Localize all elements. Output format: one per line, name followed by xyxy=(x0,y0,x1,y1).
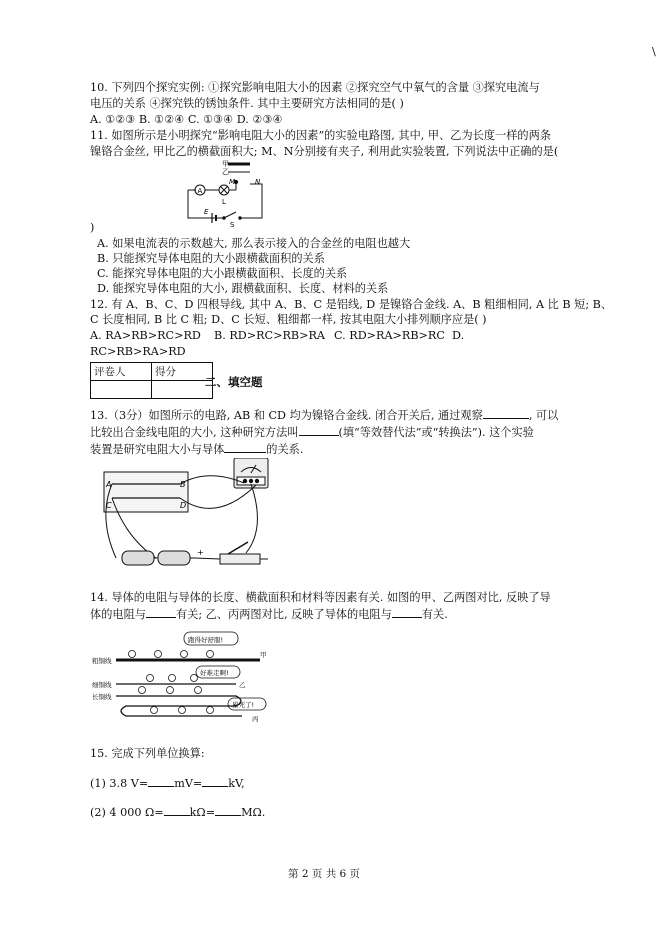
q13-label-d: D xyxy=(180,501,187,510)
q14-line2-mid: 有关; 乙、丙两图对比, 反映了导体的电阻与 xyxy=(175,608,392,621)
q14-blank-1 xyxy=(146,606,176,618)
q13-apparatus-figure xyxy=(96,458,288,574)
q14-label-thick: 粗铜线 xyxy=(92,657,112,665)
q11-label-m: M xyxy=(229,178,236,186)
q11-close-paren: ) xyxy=(90,221,95,234)
q12-option-d-value: RC>RB>RA>RD xyxy=(90,345,186,358)
q14-line2-text: 体的电阻与 xyxy=(90,608,146,621)
q13-line3-text: 装置是研究电阻大小与导体 xyxy=(90,443,225,456)
q11-circuit-figure xyxy=(182,156,282,228)
q15-line2-text: (2) 4 000 Ω= xyxy=(90,806,164,819)
q14-bubble-1: 跑得好舒服! xyxy=(188,636,224,644)
score-table-score-cell xyxy=(152,381,213,399)
q13-label-b: B xyxy=(180,480,186,489)
q14-label-long: 长铜线 xyxy=(92,693,112,701)
q12-option-a: A. RA>RB>RC>RD xyxy=(90,329,201,342)
section-title: 二、填空题 xyxy=(205,375,263,389)
q15-line1-text: (1) 3.8 V= xyxy=(90,777,149,790)
q10-options: A. ①②③ B. ①②④ C. ①③④ D. ②③④ xyxy=(90,113,283,126)
q13-label-c: C xyxy=(106,501,112,510)
q12-line2: C 长度相同, B 比 C 粗; D、C 长短、粗细都一样, 按其电阻大小排列顺序应是( ) xyxy=(90,313,487,326)
q10-line2: 电压的关系 ④探究铁的锈蚀条件. 其中主要研究方法相同的是( ) xyxy=(90,97,404,110)
q15-line2 xyxy=(90,804,265,820)
q13-line1-text: 13.（3分）如图所示的电路, AB 和 CD 均为镍铬合金线. 闭合开关后, 通过观察 xyxy=(90,409,483,422)
q12-option-c: C. RD>RA>RB>RC xyxy=(334,329,445,342)
q15-blank-4 xyxy=(215,804,241,816)
q13-line2-text: 比较出合金线电阻的大小, 这种研究方法叫 xyxy=(90,426,299,439)
q14-label-jia: 甲 xyxy=(260,651,267,659)
q14-wires-figure xyxy=(92,628,268,722)
q15-line2-mid: kΩ= xyxy=(189,806,216,819)
q11-label-jia: 甲 xyxy=(222,160,229,168)
q14-line2 xyxy=(90,606,448,622)
score-table-grader-cell xyxy=(91,381,152,399)
q14-label-bing: 丙 xyxy=(252,715,259,722)
q13-line1-tail: , 可以 xyxy=(528,409,559,422)
q12-option-d-label: D. xyxy=(452,329,465,342)
score-table-score: 得分 xyxy=(152,363,213,381)
q11-option-b: B. 只能探究导体电阻的大小跟横截面积的关系 xyxy=(97,252,325,265)
q13-line3 xyxy=(90,441,303,457)
page-footer: 第 2 页 共 6 页 xyxy=(288,868,361,880)
q13-line1 xyxy=(90,407,558,423)
q13-line2 xyxy=(90,424,534,440)
q12-line1: 12. 有 A、B、C、D 四根导线, 其中 A、B、C 是铝线, D 是镍铬合金线. A、B 粗细相同, A 比 B 短; B、 xyxy=(90,298,613,311)
q11-option-c: C. 能探究导体电阻的大小跟横截面积、长度的关系 xyxy=(97,267,348,280)
q13-blank-1 xyxy=(483,407,529,419)
q14-bubble-2: 好难走啊! xyxy=(200,669,229,677)
q12-option-b: B. RD>RC>RB>RA xyxy=(214,329,325,342)
q15-line1-mid: mV= xyxy=(174,777,203,790)
q11-label-ammeter: A xyxy=(197,187,203,195)
score-table-grader: 评卷人 xyxy=(91,363,152,381)
q13-line2-tail: (填“等效替代法”或“转换法”). 这个实验 xyxy=(338,426,534,439)
q11-label-yi: 乙 xyxy=(222,168,229,176)
q13-label-plus: + xyxy=(197,548,204,557)
q15-line2-tail: MΩ. xyxy=(241,806,266,819)
q14-line1: 14. 导体的电阻与导体的长度、横截面积和材料等因素有关. 如图的甲、乙两图对比, 反映了导 xyxy=(90,591,551,604)
q13-blank-3 xyxy=(224,441,266,453)
q13-label-a: A xyxy=(106,480,112,489)
q15-line1-tail: kV, xyxy=(228,777,245,790)
q15-blank-1 xyxy=(148,775,174,787)
q15-blank-3 xyxy=(164,804,190,816)
q11-label-battery: E xyxy=(204,208,209,216)
q11-line2: 镍铬合金丝, 甲比乙的横截面积大; M、N分别接有夹子, 利用此实验装置, 下列说法中正确的是( xyxy=(90,145,559,158)
corner-mark: \ xyxy=(652,45,656,58)
q11-option-a: A. 如果电流表的示数越大, 那么表示接入的合金丝的电阻也越大 xyxy=(97,237,411,250)
q15-title: 15. 完成下列单位换算: xyxy=(90,747,205,760)
q13-blank-2 xyxy=(299,424,339,436)
q15-line1 xyxy=(90,775,245,791)
q11-option-d: D. 能探究导体电阻的大小, 跟横截面积、长度、材料的关系 xyxy=(97,282,389,295)
q14-blank-2 xyxy=(392,606,422,618)
q13-line3-tail: 的关系. xyxy=(266,443,304,456)
q11-label-switch: S xyxy=(230,221,235,228)
q15-blank-2 xyxy=(202,775,228,787)
q10-line1: 10. 下列四个探究实例: ①探究影响电阻大小的因素 ②探究空气中氧气的含量 ③探究电流与 xyxy=(90,81,540,94)
q11-line1: 11. 如图所示是小明探究“影响电阻大小的因素”的实验电路图, 其中, 甲、乙为长度一样的两条 xyxy=(90,129,551,142)
q14-label-thin: 细铜线 xyxy=(92,681,112,689)
q14-bubble-3: 累死了! xyxy=(232,701,255,709)
q11-label-lamp: L xyxy=(222,198,226,206)
q11-label-n: N xyxy=(255,178,261,186)
q14-label-yi: 乙 xyxy=(239,681,246,689)
score-table xyxy=(90,362,213,399)
q14-line2-tail: 有关. xyxy=(421,608,448,621)
